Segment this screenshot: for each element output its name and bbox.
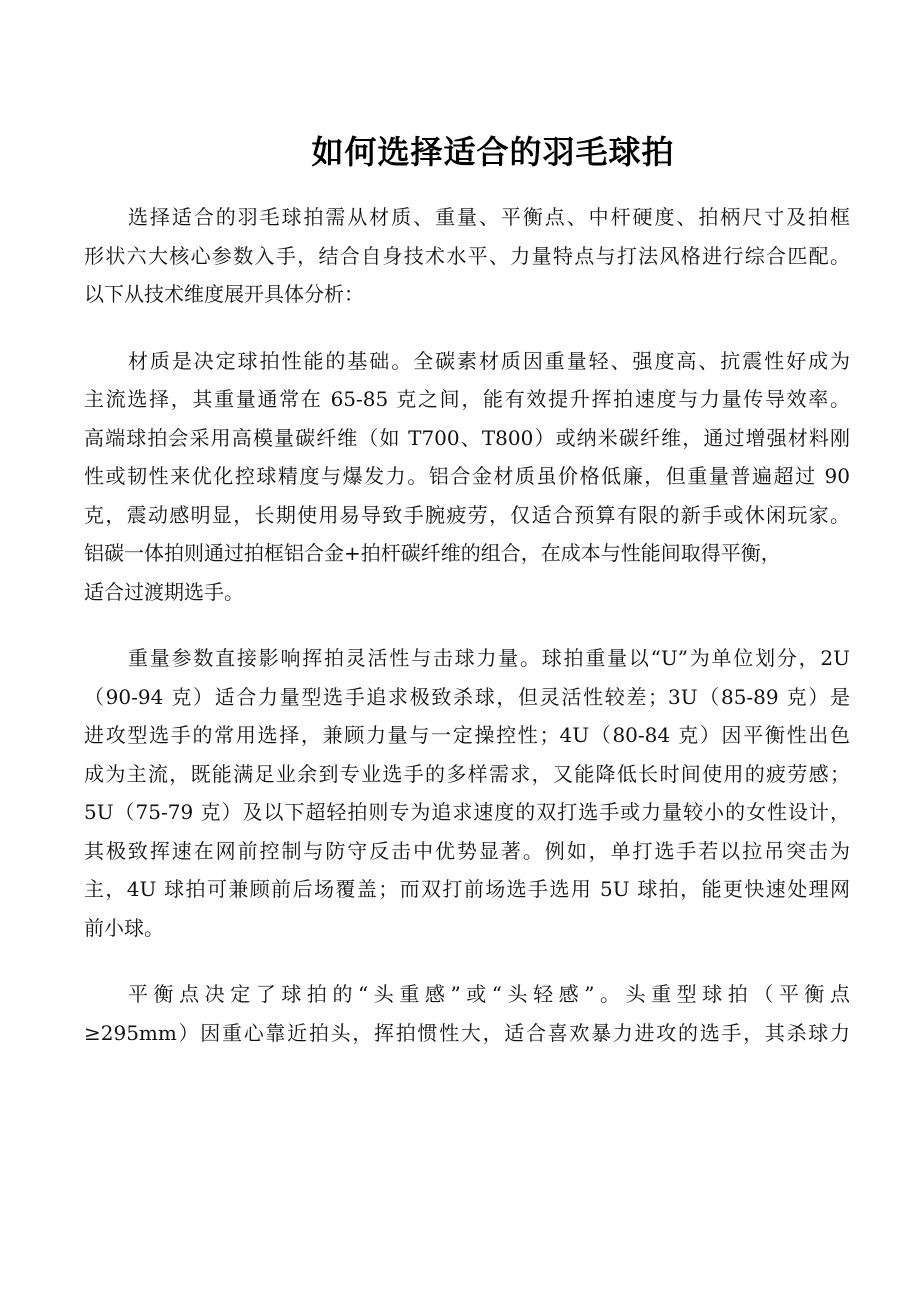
- text-line: （90-94 克）适合力量型选手追求极致杀球，但灵活性较差；3U（85-89 克）是: [84, 684, 850, 709]
- text-line: 性或韧性来优化控球精度与爆发力。铝合金材质虽价格低廉，但重量普遍超过 90: [84, 464, 850, 488]
- text-line: 重量参数直接影响挥拍灵活性与击球力量。球拍重量以“U”为单位划分，2U: [128, 646, 850, 670]
- paragraph-balance: [84, 975, 850, 1052]
- text-line: 前小球。: [84, 915, 164, 940]
- text-line: 形状六大核心参数入手，结合自身技术水平、力量特点与打法风格进行综合匹配。: [84, 243, 850, 268]
- paragraph-intro: [84, 198, 850, 314]
- paragraph-material: [84, 342, 850, 612]
- text-line: 高端球拍会采用高模量碳纤维（如 T700、T800）或纳米碳纤维，通过增强材料刚: [84, 425, 850, 450]
- text-line: 选择适合的羽毛球拍需从材质、重量、平衡点、中杆硬度、拍柄尺寸及拍框: [128, 205, 850, 229]
- text-line: 铝碳一体拍则通过拍框铝合金+拍杆碳纤维的组合，在成本与性能间取得平衡，: [84, 541, 781, 565]
- text-line: 成为主流，既能满足业余到专业选手的多样需求，又能降低长时间使用的疲劳感；: [84, 761, 850, 786]
- text-line: 进攻型选手的常用选择，兼顾力量与一定操控性；4U（80-84 克）因平衡性出色: [84, 723, 850, 747]
- text-line: 克，震动感明显，长期使用易导致手腕疲劳，仅适合预算有限的新手或休闲玩家。: [84, 502, 850, 527]
- text-line: ≥295mm）因重心靠近拍头，挥拍惯性大，适合喜欢暴力进攻的选手，其杀球力: [84, 1020, 850, 1045]
- text-line: 平衡点决定了球拍的“头重感”或“头轻感”。头重型球拍（平衡点: [128, 982, 850, 1006]
- text-line: 适合过渡期选手。: [84, 579, 244, 604]
- text-line: 5U（75-79 克）及以下超轻拍则专为追求速度的双打选手或力量较小的女性设计，: [84, 800, 850, 824]
- document-title: 如何选择适合的羽毛球拍: [311, 133, 675, 171]
- text-line: 材质是决定球拍性能的基础。全碳素材质因重量轻、强度高、抗震性好成为: [128, 348, 850, 373]
- paragraph-weight: [84, 639, 850, 947]
- text-line: 以下从技术维度展开具体分析：: [84, 282, 364, 306]
- document-body: [84, 198, 850, 1080]
- text-line: 其极致挥速在网前控制与防守反击中优势显著。例如，单打选手若以拉吊突击为: [84, 838, 850, 863]
- text-line: 主流选择，其重量通常在 65-85 克之间，能有效提升挥拍速度与力量传导效率。: [84, 387, 850, 411]
- text-line: 主，4U 球拍可兼顾前后场覆盖；而双打前场选手选用 5U 球拍，能更快速处理网: [84, 877, 850, 901]
